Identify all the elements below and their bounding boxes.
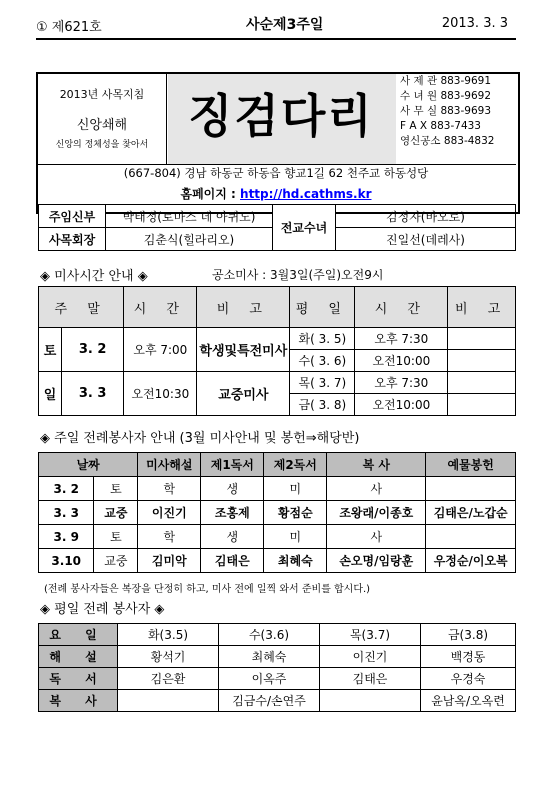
- weekday-note: [448, 350, 516, 372]
- weekday-cell: 백경동: [421, 646, 516, 668]
- servers-header: 제2독서: [264, 453, 327, 477]
- weekday-cell: 우경숙: [421, 668, 516, 690]
- header-bar: [36, 10, 516, 38]
- weekday-cell: 김태은: [320, 668, 421, 690]
- weekend-date: 3. 2: [62, 328, 124, 372]
- weekend-day: 일: [39, 372, 62, 416]
- servers-date: 3.10: [39, 549, 94, 573]
- weekday-time: 오전10:00: [355, 394, 448, 416]
- servers-cell: 김태은/노갑순: [426, 501, 516, 525]
- weekday-day: 수(3.6): [219, 624, 320, 646]
- weekday-cell: 김은환: [118, 668, 219, 690]
- servers-header: 미사해설: [138, 453, 201, 477]
- council-label: 사목회장: [39, 228, 106, 251]
- weekend-day: 토: [39, 328, 62, 372]
- bulletin-date: 2013. 3. 3: [441, 16, 508, 31]
- weekday-row-label: 복 사: [39, 690, 118, 712]
- servers-header: 복 사: [327, 453, 426, 477]
- weekday-note: [448, 328, 516, 350]
- servers-cell: 학: [138, 525, 201, 549]
- sister-name: 김정자(바오로): [336, 205, 516, 228]
- weekday-cell: 최혜숙: [219, 646, 320, 668]
- issue-number: ① 제621호: [36, 20, 102, 35]
- weekday-cell: [320, 690, 421, 712]
- weekend-date: 3. 3: [62, 372, 124, 416]
- contact-line: 사 제 관 883-9691: [400, 75, 491, 87]
- weekday-cell: 윤남옥/오옥련: [421, 690, 516, 712]
- weekday-cell: 황석기: [118, 646, 219, 668]
- weekday-row-label: 해 설: [39, 646, 118, 668]
- weekday-cell: 이진기: [320, 646, 421, 668]
- mass-header: 평 일: [290, 287, 355, 328]
- contact-line: F A X 883-7433: [400, 120, 481, 132]
- servers-date: 3. 3: [39, 501, 94, 525]
- weekday-row-label: 요 일: [39, 624, 118, 646]
- servers-cell: 조홍제: [201, 501, 264, 525]
- servers-cell: 김미악: [138, 549, 201, 573]
- servers-cell: 우정순/이오복: [426, 549, 516, 573]
- sister-name: 진일선(데레사): [336, 228, 516, 251]
- servers-note: (전례 봉사자들은 복장을 단정히 하고, 미사 전에 일찍 와서 준비를 합시다.): [44, 584, 371, 595]
- logo-text: 징검다리: [188, 89, 374, 143]
- servers-cell: 생: [201, 477, 264, 501]
- servers-day: 토: [94, 525, 138, 549]
- weekday-note: [448, 394, 516, 416]
- weekend-time: 오후 7:00: [124, 328, 197, 372]
- homepage-line: [38, 185, 514, 202]
- mass-header: 시 간: [355, 287, 448, 328]
- weekday-date: 수( 3. 6): [290, 350, 355, 372]
- servers-cell: 손오명/임랑훈: [327, 549, 426, 573]
- weekend-time: 오전10:30: [124, 372, 197, 416]
- servers-date: 3. 9: [39, 525, 94, 549]
- guideline-line3: 신앙의 정체성을 찾아서: [55, 140, 149, 150]
- weekday-day: 화(3.5): [118, 624, 219, 646]
- guideline-line2: 신앙쇄해: [76, 118, 128, 133]
- weekday-time: 오후 7:30: [355, 372, 448, 394]
- servers-cell: 이진기: [138, 501, 201, 525]
- servers-cell: 최혜숙: [264, 549, 327, 573]
- contact-list: [396, 74, 520, 164]
- servers-cell: [426, 477, 516, 501]
- servers-day: 교중: [94, 501, 138, 525]
- servers-cell: 사: [327, 525, 426, 549]
- contact-line: 수 녀 원 883-9692: [400, 90, 491, 102]
- homepage-label: 홈페이지 :: [180, 187, 241, 201]
- homepage-link[interactable]: http://hd.cathms.kr: [240, 187, 372, 201]
- servers-day: 교중: [94, 549, 138, 573]
- servers-date: 3. 2: [39, 477, 94, 501]
- weekday-date: 목( 3. 7): [290, 372, 355, 394]
- weekday-cell: 김금수/손연주: [219, 690, 320, 712]
- servers-day: 토: [94, 477, 138, 501]
- servers-cell: 조왕래/이종호: [327, 501, 426, 525]
- weekday-row-label: 독 서: [39, 668, 118, 690]
- servers-cell: 김태은: [201, 549, 264, 573]
- weekday-date: 금( 3. 8): [290, 394, 355, 416]
- mass-header: 비 고: [197, 287, 290, 328]
- weekday-day: 목(3.7): [320, 624, 421, 646]
- mass-header: 시 간: [124, 287, 197, 328]
- weekday-day: 금(3.8): [421, 624, 516, 646]
- mass-section-title: ◈ 미사시간 안내 ◈: [40, 269, 148, 284]
- servers-header: 예물봉헌: [426, 453, 516, 477]
- servers-cell: 미: [264, 525, 327, 549]
- weekday-date: 화( 3. 5): [290, 328, 355, 350]
- contact-line: 사 무 실 883-9693: [400, 105, 491, 117]
- servers-cell: 학: [138, 477, 201, 501]
- weekend-note: 학생및특전미사: [197, 328, 290, 372]
- pastor-name: 박태정(토마스 데 아퀴노): [106, 205, 273, 228]
- staff-table: [38, 204, 516, 251]
- servers-cell: 생: [201, 525, 264, 549]
- sunday-servers-table: [38, 452, 516, 573]
- pastoral-guideline: [38, 74, 166, 164]
- mass-header: 비 고: [448, 287, 516, 328]
- weekday-note: [448, 372, 516, 394]
- mass-header: 주 말: [39, 287, 124, 328]
- weekday-cell: [118, 690, 219, 712]
- sisters-label: 전교수녀: [273, 205, 336, 251]
- servers-cell: [426, 525, 516, 549]
- servers-header: 제1독서: [201, 453, 264, 477]
- servers-cell: 미: [264, 477, 327, 501]
- weekday-cell: 이옥주: [219, 668, 320, 690]
- weekday-time: 오전10:00: [355, 350, 448, 372]
- guideline-line1: 2013년 사목지침: [59, 88, 145, 101]
- mass-schedule-table: [38, 286, 516, 416]
- contact-line: 영신공소 883-4832: [400, 135, 495, 147]
- bulletin-logo: [168, 74, 396, 164]
- mission-mass-note: 공소미사 : 3월3일(주일)오전9시: [212, 268, 384, 282]
- weekday-section-title: ◈ 평일 전례 봉사자 ◈: [40, 602, 165, 617]
- church-address: (667-804) 경남 하동군 하동읍 향교1길 62 천주교 하동성당: [123, 166, 429, 180]
- masthead-vline-1: [166, 74, 167, 164]
- weekday-time: 오후 7:30: [355, 328, 448, 350]
- service-section-title: ◈ 주일 전례봉사자 안내 (3월 미사안내 및 봉헌⇒해당반): [40, 431, 360, 446]
- bulletin-title: 사순제3주일: [246, 17, 324, 33]
- servers-header: 날짜: [39, 453, 138, 477]
- council-name: 김춘식(힐라리오): [106, 228, 273, 251]
- weekday-servers-table: [38, 623, 516, 712]
- header-rule: [36, 38, 516, 40]
- servers-cell: 황점순: [264, 501, 327, 525]
- weekend-note: 교중미사: [197, 372, 290, 416]
- servers-cell: 사: [327, 477, 426, 501]
- pastor-label: 주임신부: [39, 205, 106, 228]
